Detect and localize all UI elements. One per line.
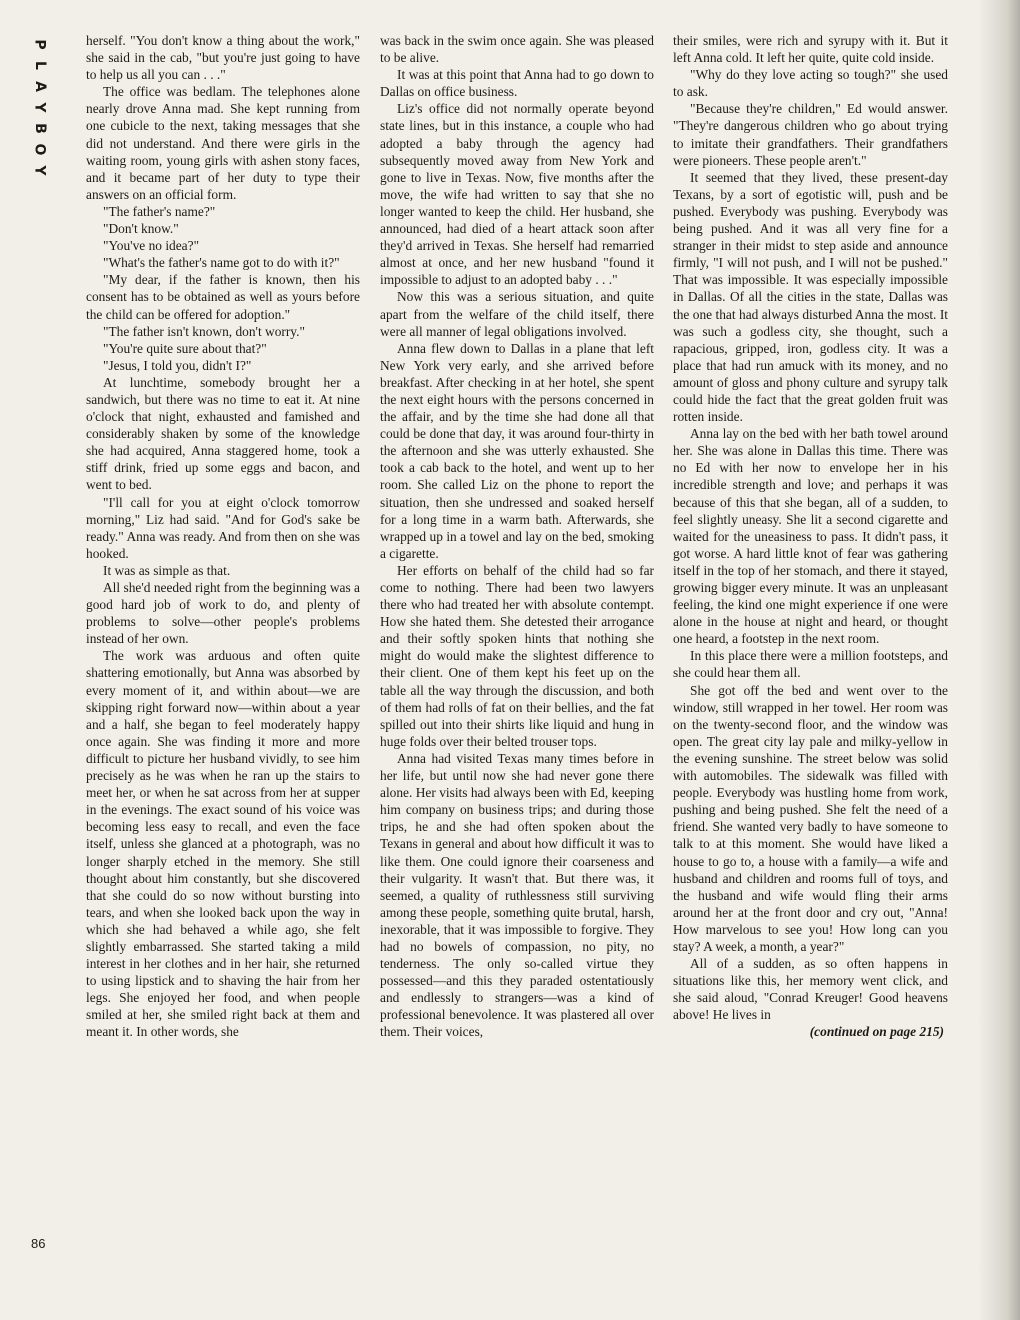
paragraph: The office was bedlam. The telephones alone nearly drove Anna mad. She kept running from one cubicle to the next, taking messages that she did not understand. And there were girls in the waiting room, young girls with ashen stony faces, and it became part of her duty to type their answers on an official form.	[86, 84, 360, 202]
paragraph: It was at this point that Anna had to go down to Dallas on office business.	[380, 67, 654, 100]
paragraph: Anna flew down to Dallas in a plane that left New York very early, and she arrived before breakfast. After checking in at her hotel, she spent the next eight hours with the persons concerned in the affair, and by the time she had done all that could be done that day, it was around four-thirty in the afternoon and she was utterly exhausted. She took a cab back to the hotel, and went up to her room. She called Liz on the phone to report the situation, then she undressed and soaked herself for a long time in a warm bath. Afterwards, she wrapped up in a towel and lay on the bed, smoking a cigarette.	[380, 340, 654, 561]
paragraph: At lunchtime, somebody brought her a sandwich, but there was no time to eat it. At nine o'clock that night, exhausted and famished and considerably shaken by some of the knowledge she had acquired, Anna staggered home, took a stiff drink, fried up some eggs and bacon, and went to bed.	[86, 374, 360, 493]
paragraph: "My dear, if the father is known, then his consent has to be obtained as well as yours before the child can be offered for adoption."	[86, 272, 360, 322]
masthead-letter: A	[31, 81, 48, 92]
paragraph: "What's the father's name got to do with it?"	[103, 255, 340, 271]
paragraph: It seemed that they lived, these present-day Texans, by a sort of egotistic will, push and be pushed. Everybody was pushing. Everybody was being pushed. And it was all very fine for a stranger in their midst to step aside and announce firmly, "I will not push, and I will not be pushed." That was impossible. It was especially impossible in Dallas. Of all the cities in the state, Dallas was the one that had always disturbed Anna the most. It was such a godless city, she thought, such a rapacious, gripped, iron, godless city. It was a place that had run amuck with its money, and no amount of gloss and phony culture and syrupy talk could hide the fact that the great golden fruit was rotten inside.	[673, 169, 948, 425]
paragraph: "Don't know."	[103, 221, 179, 237]
paragraph: The work was arduous and often quite shattering emotionally, but Anna was absorbed by every moment of it, and within about—we are skipping right forward now—within about a year and a half, she began to feel moderately happy once again. She was finding it more and more difficult to picture her husband vividly, to see him precisely as he was when he ran up the stairs to meet her, or when he sat across from her at supper in the evenings. The exact sound of his voice was becoming less easy to recall, and even the face itself, unless she glanced at a photograph, was no longer sharply etched in the memory. She still thought about him constantly, but she discovered that she could do so now without bursting into tears, and when she looked back upon the way in which she had behaved a while ago, she felt slightly embarrassed. She started taking a mild interest in her clothes and in her hair, she returned to using lipstick and to shaving the hair from her legs. She enjoyed her food, and when people smiled at her, she smiled right back at them and meant it. In other words, she	[86, 648, 360, 1040]
masthead-letter: L	[31, 61, 48, 70]
paragraph: "Jesus, I told you, didn't I?"	[103, 357, 252, 373]
paragraph: "Because they're children," Ed would answer. "They're dangerous children who go about trying to imitate their grandfathers. Their grandfathers were pioneers. These people aren't."	[673, 101, 948, 168]
masthead-letter: Y	[31, 102, 48, 113]
masthead-letter: P	[31, 39, 48, 50]
text-column-1	[86, 32, 360, 1272]
paragraph: was back in the swim once again. She was pleased to be alive.	[380, 33, 654, 66]
paragraph: "The father's name?"	[103, 203, 216, 219]
text-column-3	[673, 32, 948, 1272]
continued-note: (continued on page 215)	[809, 1024, 944, 1040]
paragraph: "You've no idea?"	[103, 238, 200, 254]
paragraph: Now this was a serious situation, and quite apart from the welfare of the child itself, there were all manner of legal obligations involved.	[380, 289, 654, 339]
paragraph: All she'd needed right from the beginning was a good hard job of work to do, and plenty of problems to solve—other people's problems instead of her own.	[86, 580, 360, 647]
paragraph: "I'll call for you at eight o'clock tomorrow morning," Liz had said. "And for God's sake be ready." Anna was ready. And from then on she was hooked.	[86, 494, 360, 561]
paragraph: She got off the bed and went over to the window, still wrapped in her towel. Her room was on the twenty-second floor, and the window was open. The great city lay pale and milky-yellow in the evening sunshine. The street below was solid with automobiles. The sidewalk was filled with people. Everybody was hustling home from work, pushing and being pushed. She felt the need of a friend. She wanted very badly to have someone to talk to at this moment. She would have liked a house to go to, a house with a family—a wife and husband and children and rooms full of toys, and the husband and wife would fling their arms around her at the front door and cry out, "Anna! How marvelous to see you! How long can you stay? A week, a month, a year?"	[673, 682, 948, 954]
page-edge-shadow	[978, 0, 1020, 1320]
paragraph: "Why do they love acting so tough?" she used to ask.	[673, 67, 948, 100]
paragraph: their smiles, were rich and syrupy with it. But it left Anna cold. It left her quite, quite cold inside.	[673, 33, 948, 66]
magazine-masthead	[26, 34, 52, 181]
paragraph: "The father isn't known, don't worry."	[103, 323, 305, 339]
page-number: 86	[31, 1236, 46, 1251]
text-column-2	[380, 32, 654, 1272]
paragraph: Liz's office did not normally operate beyond state lines, but in this instance, a couple who had adopted a baby through the agency had subsequently moved away from New York and gone to live in Texas. Now, five months after the move, the wife had written to say that she no longer wanted to keep the child. Her husband, she announced, had died of a heart attack soon after they'd arrived in Texas. She herself had remarried almost at once, and her new husband "found it impossible to adjust to an adopted baby . . ."	[380, 101, 654, 288]
paragraph: herself. "You don't know a thing about the work," she said in the cab, "but you're just going to have to help us all you can . . ."	[86, 33, 360, 83]
paragraph: Anna lay on the bed with her bath towel around her. She was alone in Dallas this time. There was no Ed with her now to envelope her in his incredible strength and love; and perhaps it was because of this that she began, all of a sudden, to feel slightly uneasy. She lit a second cigarette and waited for the uneasiness to pass. It didn't pass, it got worse. A hard little knot of fear was gathering itself in the top of her stomach, and there it stayed, growing bigger every minute. It was an unpleasant feeling, the kind one might experience if one were alone in the house at night and heard, or thought one heard, a footstep in the next room.	[673, 426, 948, 647]
paragraph: "You're quite sure about that?"	[103, 340, 267, 356]
paragraph: In this place there were a million footsteps, and she could hear them all.	[673, 648, 948, 681]
paragraph: All of a sudden, as so often happens in situations like this, her memory went click, and she said aloud, "Conrad Kreuger! Good heavens above! He lives in	[673, 956, 948, 1023]
paragraph: Anna had visited Texas many times before in her life, but until now she had never gone there alone. Her visits had always been with Ed, keeping him company on business trips; and during those trips, he and she had often spoken about the Texans in general and about how difficult it was to like them. One could ignore their coarseness and their vulgarity. It wasn't that. But there was, it seemed, a quality of ruthlessness still surviving among these people, something quite brutal, harsh, inexorable, that it was impossible to forgive. They had no bowels of compassion, no pity, no tenderness. The only so-called virtue they possessed—and this they paraded ostentatiously and endlessly to strangers—was a kind of professional benevolence. It was plastered all over them. Their voices,	[380, 750, 654, 1040]
masthead-letter: B	[31, 123, 48, 134]
paragraph: It was as simple as that.	[103, 562, 231, 578]
masthead-letter: Y	[31, 165, 48, 176]
masthead-letter: O	[31, 143, 48, 156]
paragraph: Her efforts on behalf of the child had so far come to nothing. There had been two lawyers there who had treated her with absolute contempt. How she hated them. She detested their arrogance and their softly spoken hints that nothing she might do would make the slightest difference to their client. One of them kept his feet up on the table all the way through the discussion, and both of them had rolls of fat on their bellies, and the fat spilled out into their shirts like liquid and hung in huge folds over their belted trouser tops.	[380, 562, 654, 749]
